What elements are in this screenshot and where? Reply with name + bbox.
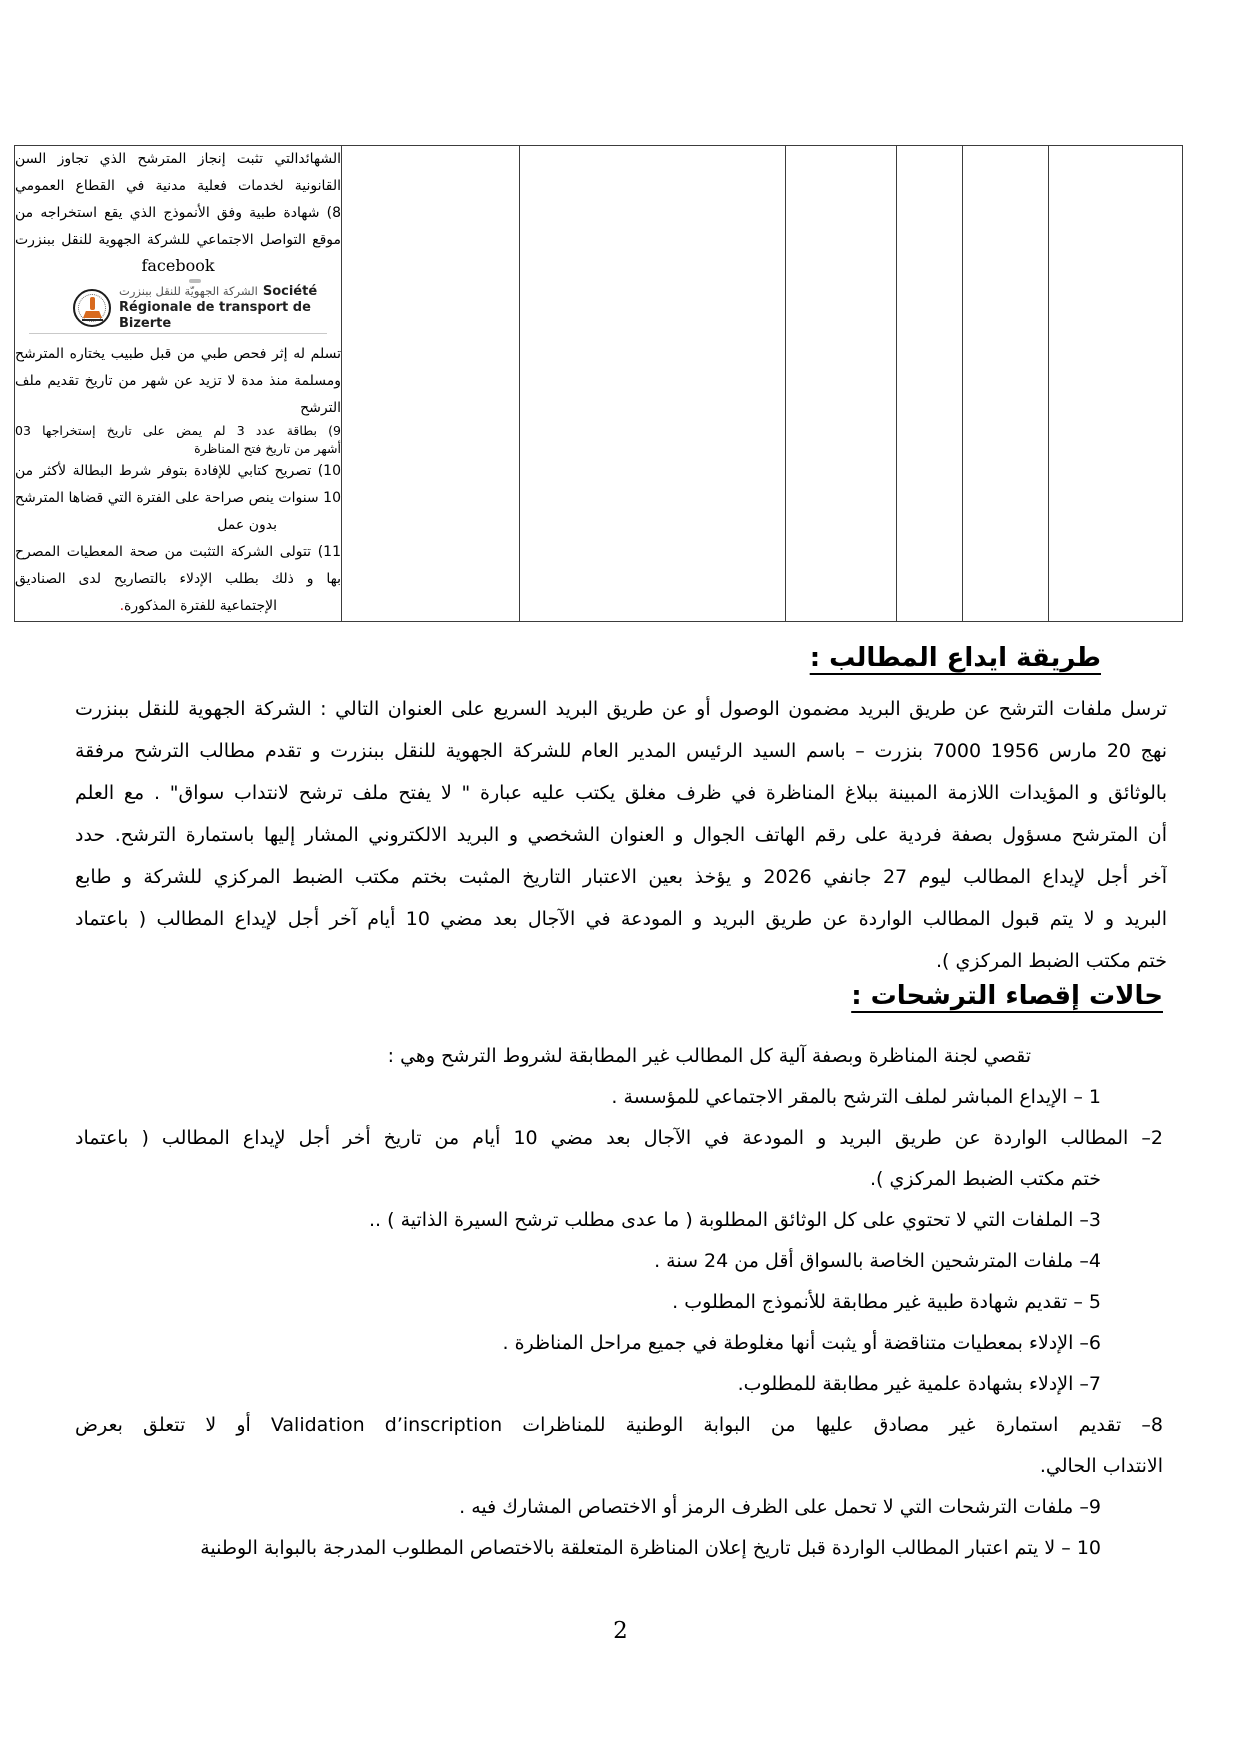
facebook-ellipsis-mark — [189, 279, 201, 283]
exclusion-item-8-cont: الانتداب الحالي. — [1039, 1455, 1163, 1477]
last-line-text: الإجتماعية للفترة المذكورة — [124, 598, 277, 614]
required-documents-table — [14, 145, 1183, 622]
method-section-title: طريقة ايداع المطالب : — [809, 643, 1101, 673]
paragraph-line: آخر أجل لإيداع المطالب ليوم 27 جانفي 2026 و يؤخذ بعين الاعتبار التاريخ المثبت بختم مكتب الضبط المركزي للشركة و طابع — [75, 866, 1167, 888]
doc-cell-line: تسلم له إثر فحص طبي من قبل طبيب يختاره المترشح — [15, 346, 341, 362]
exclusion-item-1: 1 – الإيداع المباشر لملف الترشح بالمقر الاجتماعي للمؤسسة . — [611, 1086, 1101, 1108]
page-number: 2 — [613, 1618, 628, 1644]
exclusion-item-4: 4– ملفات المترشحين الخاصة بالسواق أقل من 24 سنة . — [654, 1250, 1101, 1272]
doc-cell-line: موقع التواصل الاجتماعي للشركة الجهوية للنقل ببنزرت — [15, 232, 341, 248]
paragraph-line: ترسل ملفات الترشح عن طريق البريد مضمون الوصول أو عن طريق البريد السريع على العنوان التالي : الشركة الجهوية للنقل ببنزرت — [75, 698, 1167, 720]
paragraph-line: ختم مكتب الضبط المركزي ). — [935, 950, 1167, 972]
exclusion-section-title: حالات إقصاء الترشحات : — [851, 981, 1163, 1011]
doc-cell-line: 10) تصريح كتابي للإفادة بتوفر شرط البطالة لأكثر من — [15, 463, 341, 479]
doc-cell-line: بدون عمل — [217, 517, 277, 533]
empty-cell — [1049, 146, 1183, 622]
logo-text-block — [119, 284, 341, 333]
exclusion-item-6: 6– الإدلاء بمعطيات متناقضة أو يثبت أنها مغلوطة في جميع مراحل المناظرة . — [502, 1332, 1101, 1354]
exclusion-list — [75, 1036, 1163, 1569]
exclusion-item-3: 3– الملفات التي لا تحتوي على كل الوثائق المطلوبة ( ما عدى مطلب ترشح السيرة الذاتية ) .. — [369, 1209, 1101, 1231]
doc-cell-line-small: 9) بطاقة عدد 3 لم يمض على تاريخ إستخراجها 03 — [15, 423, 341, 438]
srtb-emblem-icon — [73, 289, 111, 327]
doc-cell-line: 11) تتولى الشركة التثبت من صحة المعطيات المصرح — [15, 544, 341, 560]
doc-cell-line: 8) شهادة طبية وفق الأنموذج الذي يقع استخراجه من — [15, 205, 341, 221]
empty-cell — [342, 146, 520, 622]
exclusion-item-9: 9– ملفات الترشحات التي لا تحمل على الظرف الرمز أو الاختصاص المشارك فيه . — [459, 1496, 1101, 1518]
doc-cell-line: ومسلمة منذ مدة لا تزيد عن شهر من تاريخ تقديم ملف — [15, 373, 341, 389]
exclusion-intro: تقصي لجنة المناظرة وبصفة آلية كل المطالب غير المطابقة لشروط الترشح وهي : — [387, 1045, 1031, 1067]
empty-cell — [786, 146, 897, 622]
logo-name-french: Société — [262, 283, 318, 299]
logo-subtitle: Régionale de transport de Bizerte — [119, 299, 311, 332]
documents-list-cell — [15, 146, 342, 622]
exclusion-item-2: 2– المطالب الواردة عن طريق البريد و المودعة في الآجال بعد مضي 10 أيام من تاريخ أخر أجل لإيداع المطالب ( باعتماد — [75, 1127, 1163, 1149]
method-paragraph — [75, 688, 1167, 982]
empty-cell — [963, 146, 1049, 622]
company-logo — [73, 283, 341, 332]
exclusion-item-10: 10 – لا يتم اعتبار المطالب الواردة قبل تاريخ إعلان المناظرة المتعلقة بالاختصاص المطلوب المدرجة بالبوابة الوطنية — [200, 1537, 1101, 1559]
doc-cell-line: الشهائدالتي تثبت إنجاز المترشح الذي تجاوز السن — [15, 151, 341, 167]
logo-divider — [29, 333, 327, 334]
doc-cell-line: بها و ذلك بطلب الإدلاء بالتصاريح لدى الصناديق — [15, 571, 341, 587]
paragraph-line: نهج 20 مارس 1956‏ 7000 بنزرت – باسم السيد الرئيس المدير العام للشركة الجهوية للنقل ببنزرت و تقدم مطالب الترشح مرفقة — [75, 740, 1167, 762]
doc-cell-last-line — [15, 593, 341, 620]
exclusion-item-5: 5 – تقديم شهادة طبية غير مطابقة للأنموذج المطلوب . — [672, 1291, 1101, 1313]
paragraph-line: بالوثائق و المؤيدات اللازمة المبينة ببلاغ المناظرة في ظرف مغلق يكتب عليه عبارة " لا يفتح ملف ترشح لانتداب سواق" . مع العلم — [75, 782, 1167, 804]
paragraph-line: البريد و لا يتم قبول المطالب الواردة عن طريق البريد و المودعة في الآجال بعد مضي 10 أيام آخر أجل لإيداع المطالب ( باعتماد — [75, 908, 1167, 930]
doc-cell-line: 10 سنوات ينص صراحة على الفترة التي قضاها المترشح — [15, 490, 341, 506]
empty-cell — [897, 146, 963, 622]
empty-cell — [520, 146, 786, 622]
doc-cell-line-small: أشهر من تاريخ فتح المناظرة — [194, 441, 341, 456]
paragraph-line: أن المترشح مسؤول بصفة فردية على رقم الهاتف الجوال و العنوان الشخصي و البريد الالكتروني المشار إليها باستمارة الترشح. حدد — [75, 824, 1167, 846]
logo-name-arabic: الشركة الجهويّة للنقل ببنزرت — [119, 283, 258, 298]
exclusion-item-2-cont: ختم مكتب الضبط المركزي ). — [869, 1168, 1101, 1190]
exclusion-item-7: 7– الإدلاء بشهادة علمية غير مطابقة للمطلوب. — [737, 1373, 1101, 1395]
red-period: . — [119, 598, 125, 614]
facebook-label: facebook — [141, 256, 215, 275]
table-row — [15, 146, 1183, 622]
doc-cell-line: القانونية لخدمات فعلية مدنية في القطاع العمومي — [15, 178, 341, 194]
doc-cell-line: الترشح — [300, 400, 341, 416]
exclusion-item-8: 8– تقديم استمارة غير مصادق عليها من البوابة الوطنية للمناظرات Validation d’inscription أو لا تتعلق بعرض — [75, 1414, 1163, 1436]
